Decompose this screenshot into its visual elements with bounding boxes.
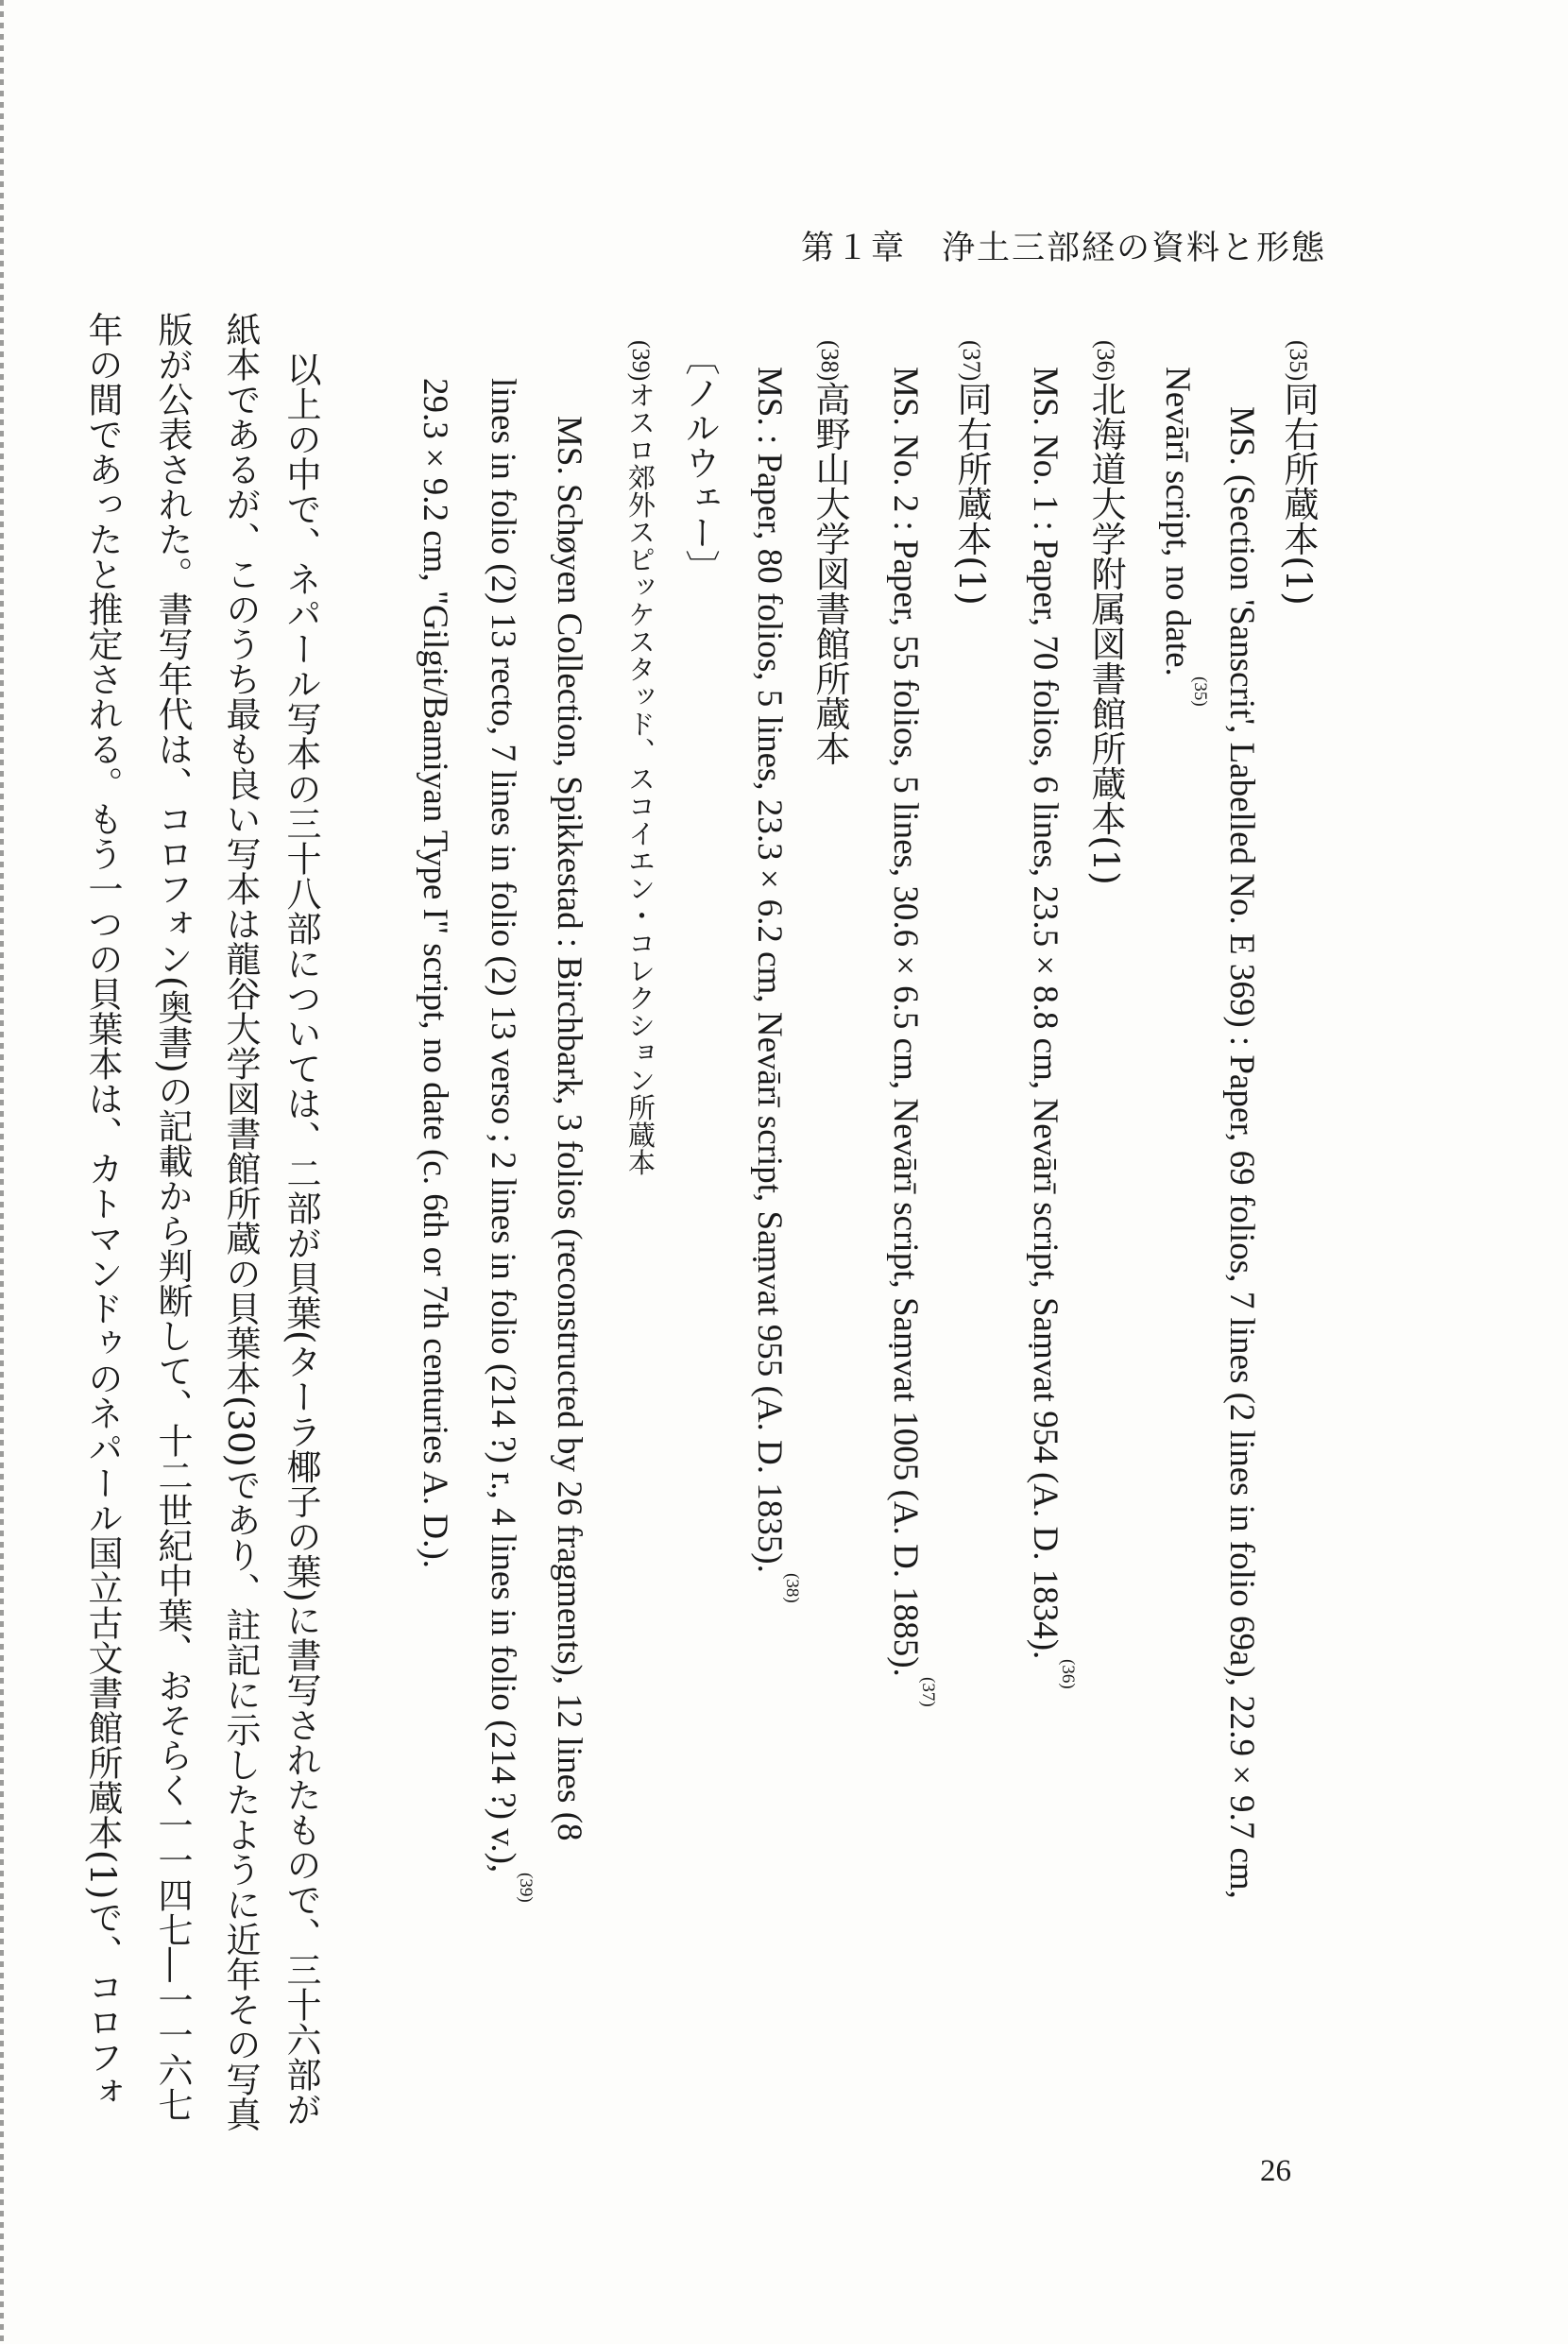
note-title: 北海道大学附属図書館所蔵本(1)	[1085, 381, 1126, 885]
chapter-label: 第１章	[801, 230, 907, 267]
note-title: 高野山大学図書館所蔵本	[810, 381, 850, 766]
country-heading: 〔ノルウェー〕	[679, 340, 720, 585]
note-35-number-column	[1278, 340, 1319, 606]
note-35-line-2	[1158, 367, 1210, 707]
scan-edge	[0, 0, 4, 2344]
note-39-line-2	[484, 378, 536, 1903]
note-number: (37)	[958, 340, 985, 382]
note-38-number-column	[810, 340, 850, 766]
note-text: lines in folio (2) 13 recto, 7 lines in folio (2) 13 verso ; 2 lines in folio (214 ?) r., 4 lines in folio (214 ?) v.),	[484, 378, 522, 1873]
note-ref: (37)	[918, 1676, 938, 1707]
note-39-line: MS. Schøyen Collection, Spikkestad : Birchbark, 3 folios (reconstructed by 26 fragments), 12 lines (8	[550, 416, 588, 1841]
note-37-line	[886, 367, 938, 1707]
note-text: MS. No. 1 : Paper, 70 folios, 6 lines, 23.5×8.8 cm, Nevārī script, Saṃvat 954 (A. D. 1834).	[1026, 367, 1065, 1660]
note-ref: (38)	[782, 1572, 802, 1603]
body-line: 版が公表された。書写年代は、コロフォン(奥書)の記載から判断して、十二世紀中葉、おそらく一一四七―一一六七	[152, 312, 193, 2122]
note-39-heading-column	[679, 340, 720, 585]
note-number: (39)	[627, 340, 655, 382]
running-header	[801, 222, 1326, 269]
note-text: Nevārī script, no date.	[1158, 367, 1197, 676]
note-ref: (36)	[1058, 1659, 1078, 1689]
note-39-line-3: 29.3×9.2 cm, "Gilgit/Bamiyan Type I" script, no date (c. 6th or 7th centuries A. D.).	[416, 378, 454, 1568]
note-title: 同右所蔵本(1)	[951, 381, 992, 606]
note-number: (36)	[1092, 340, 1119, 382]
body-line: 以上の中で、ネパール写本の三十八部については、二部が貝葉(ターラ椰子の葉)に書写されたもので、三十六部が	[281, 351, 321, 2127]
note-35-line: MS. (Section 'Sanscrit', Labelled No. E 369) : Paper, 69 folios, 7 lines (2 lines in folio 69a), 22.9×9.7 cm,	[1222, 406, 1261, 1899]
page-number: 26	[1260, 2154, 1291, 2188]
note-ref: (35)	[1190, 676, 1210, 707]
note-number: (35)	[1285, 340, 1312, 382]
note-39-number-column	[623, 340, 658, 1175]
chapter-title: 浄土三部経の資料と形態	[942, 230, 1327, 267]
body-line: 年の間であったと推定される。もう一つの貝葉本は、カトマンドゥのネパール国立古文書館所蔵本(1)で、コロフォ	[82, 312, 123, 2110]
note-36-line	[1026, 367, 1078, 1689]
note-number: (38)	[816, 340, 844, 382]
note-36-number-column	[1085, 340, 1126, 885]
note-title: 同右所蔵本(1)	[1278, 381, 1319, 606]
note-text: MS. No. 2 : Paper, 55 folios, 5 lines, 30.6×6.5 cm, Nevārī script, Saṃvat 1005 (A. D. 1885).	[886, 367, 925, 1677]
note-text: MS. : Paper, 80 folios, 5 lines, 23.3×6.2 cm, Nevārī script, Saṃvat 955 (A. D. 1835).	[750, 367, 789, 1573]
note-38-line	[750, 367, 802, 1603]
note-37-number-column	[951, 340, 992, 606]
note-title: オスロ郊外スピッケスタッド、スコイエン・コレクション所蔵本	[624, 381, 656, 1176]
note-ref: (39)	[516, 1873, 536, 1903]
body-line: 紙本であるが、このうち最も良い写本は龍谷大学図書館所蔵の貝葉本(30)であり、註記に示したように近年その写真	[220, 312, 261, 2131]
